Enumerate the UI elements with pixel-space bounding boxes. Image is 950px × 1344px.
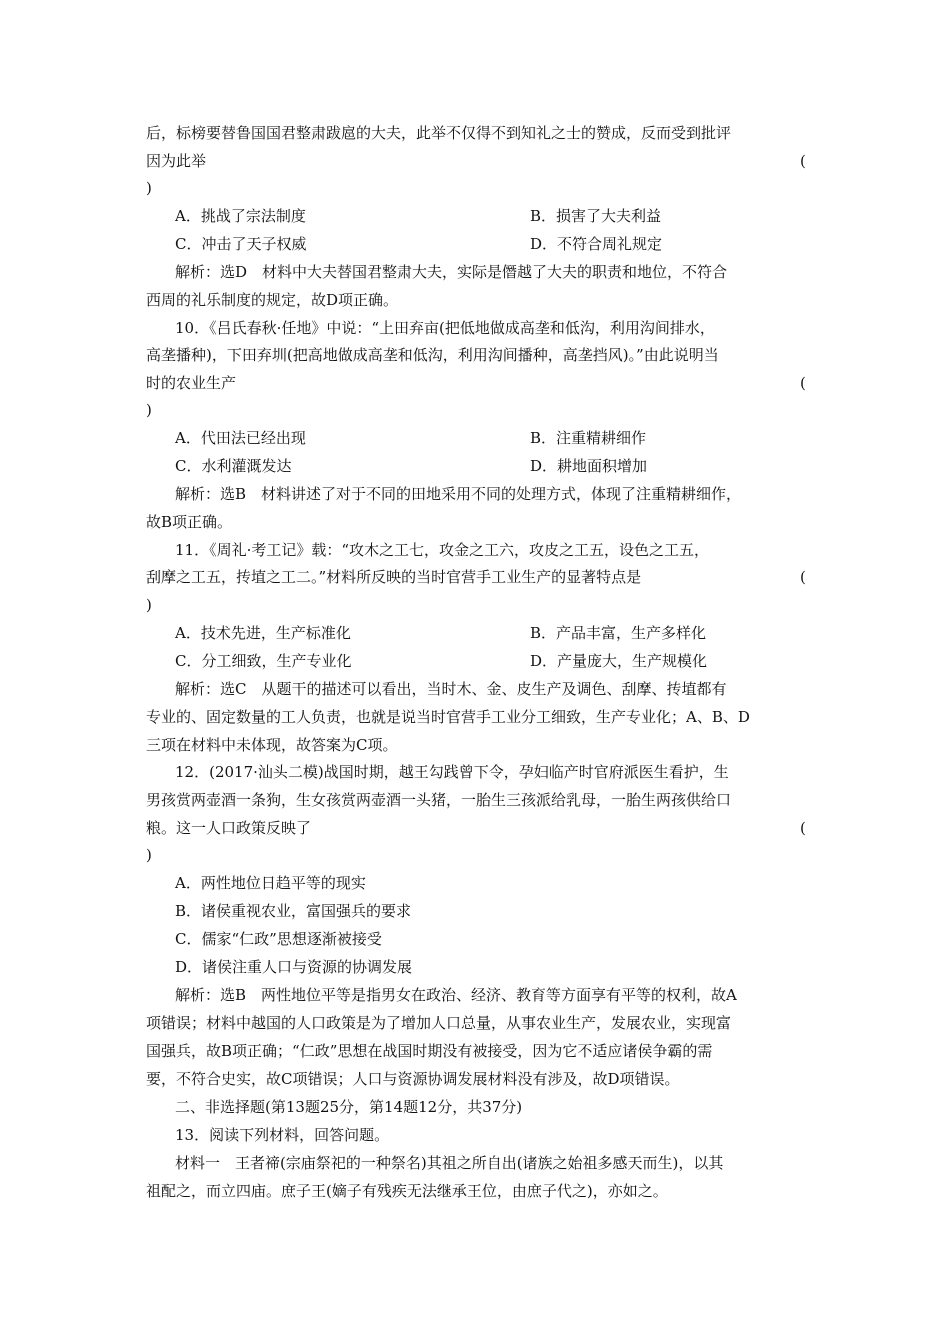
answer-paren-close: ) — [146, 846, 152, 864]
q10-stem-line: 10．《吕氏春秋·任地》中说：“上田弃亩(把低地做成高垄和低沟，利用沟间排水， — [175, 319, 715, 337]
option-d: D．诸侯注重人口与资源的协调发展 — [175, 958, 413, 976]
q12-stem-line: 男孩赏两壶酒一条狗，生女孩赏两壶酒一头猪，一胎生三孩派给乳母，一胎生两孩供给口 — [146, 791, 732, 809]
answer-paren-close: ) — [146, 401, 152, 419]
answer-paren-open: ( — [800, 374, 806, 392]
material-line: 祖配之，而立四庙。庶子王(嫡子有残疾无法继承王位，由庶子代之)，亦如之。 — [146, 1182, 668, 1200]
analysis-line: 故B项正确。 — [146, 513, 233, 531]
q11-stem-line: 11．《周礼·考工记》载：“攻木之工七，攻金之工六，攻皮之工五，设色之工五， — [175, 541, 710, 559]
q10-stem-line: 时的农业生产 — [146, 374, 237, 392]
option-b: B．损害了大夫利益 — [530, 207, 662, 225]
q11-stem-line: 刮摩之工五，抟埴之工二。”材料所反映的当时官营手工业生产的显著特点是 — [146, 568, 642, 586]
analysis-line: 解析：选D 材料中大夫替国君整肃大夫，实际是僭越了大夫的职责和地位，不符合 — [175, 263, 728, 281]
option-b: B．诸侯重视农业，富国强兵的要求 — [175, 902, 412, 920]
q13-stem: 13．阅读下列材料，回答问题。 — [175, 1126, 390, 1144]
option-d: D．不符合周礼规定 — [530, 235, 663, 253]
analysis-line: 专业的、固定数量的工人负责，也就是说当时官营手工业分工细致，生产专业化；A、B、D — [146, 708, 750, 726]
analysis-line: 解析：选B 材料讲述了对于不同的田地采用不同的处理方式，体现了注重精耕细作， — [175, 485, 742, 503]
answer-paren-open: ( — [800, 152, 806, 170]
analysis-line: 国强兵，故B项正确；“仁政”思想在战国时期没有被接受，因为它不适应诸侯争霸的需 — [146, 1042, 713, 1060]
option-b: B．产品丰富，生产多样化 — [530, 624, 707, 642]
q9-stem-line: 后，标榜要替鲁国国君整肃跋扈的大夫，此举不仅得不到知礼之士的赞成，反而受到批评 — [146, 124, 732, 142]
option-a: A．代田法已经出现 — [175, 429, 306, 447]
answer-paren-open: ( — [800, 568, 806, 586]
option-a: A．两性地位日趋平等的现实 — [175, 874, 366, 892]
analysis-line: 解析：选C 从题干的描述可以看出，当时木、金、皮生产及调色、刮摩、抟埴都有 — [175, 680, 727, 698]
answer-paren-close: ) — [146, 179, 152, 197]
option-c: C．分工细致，生产专业化 — [175, 652, 352, 670]
option-c: C．水利灌溉发达 — [175, 457, 292, 475]
analysis-line: 要，不符合史实，故C项错误；人口与资源协调发展材料没有涉及，故D项错误。 — [146, 1070, 680, 1088]
analysis-line: 项错误；材料中越国的人口政策是为了增加人口总量，从事农业生产，发展农业，实现富 — [146, 1014, 732, 1032]
option-c: C．儒家“仁政”思想逐渐被接受 — [175, 930, 382, 948]
option-c: C．冲击了天子权威 — [175, 235, 307, 253]
answer-paren-open: ( — [800, 819, 806, 837]
analysis-line: 西周的礼乐制度的规定，故D项正确。 — [146, 291, 399, 309]
option-a: A．技术先进，生产标准化 — [175, 624, 351, 642]
q12-stem-line: 粮。这一人口政策反映了 — [146, 819, 312, 837]
q12-stem-line: 12．(2017·汕头二模)战国时期，越王勾践曾下令，孕妇临产时官府派医生看护，生 — [175, 763, 729, 781]
q10-stem-line: 高垄播种)，下田弃圳(把高地做成高垄和低沟，利用沟间播种，高垄挡风)。”由此说明当 — [146, 346, 719, 364]
analysis-line: 解析：选B 两性地位平等是指男女在政治、经济、教育等方面享有平等的权利，故A — [175, 986, 737, 1004]
analysis-line: 三项在材料中未体现，故答案为C项。 — [146, 736, 398, 754]
option-d: D．耕地面积增加 — [530, 457, 648, 475]
option-d: D．产量庞大，生产规模化 — [530, 652, 708, 670]
answer-paren-close: ) — [146, 596, 152, 614]
option-a: A．挑战了宗法制度 — [175, 207, 306, 225]
option-b: B．注重精耕细作 — [530, 429, 647, 447]
q9-stem-line: 因为此举 — [146, 152, 207, 170]
material-line: 材料一 王者禘(宗庙祭祀的一种祭名)其祖之所自出(诸族之始祖多感天而生)，以其 — [175, 1154, 724, 1172]
section-heading: 二、非选择题(第13题25分，第14题12分，共37分) — [175, 1098, 523, 1116]
